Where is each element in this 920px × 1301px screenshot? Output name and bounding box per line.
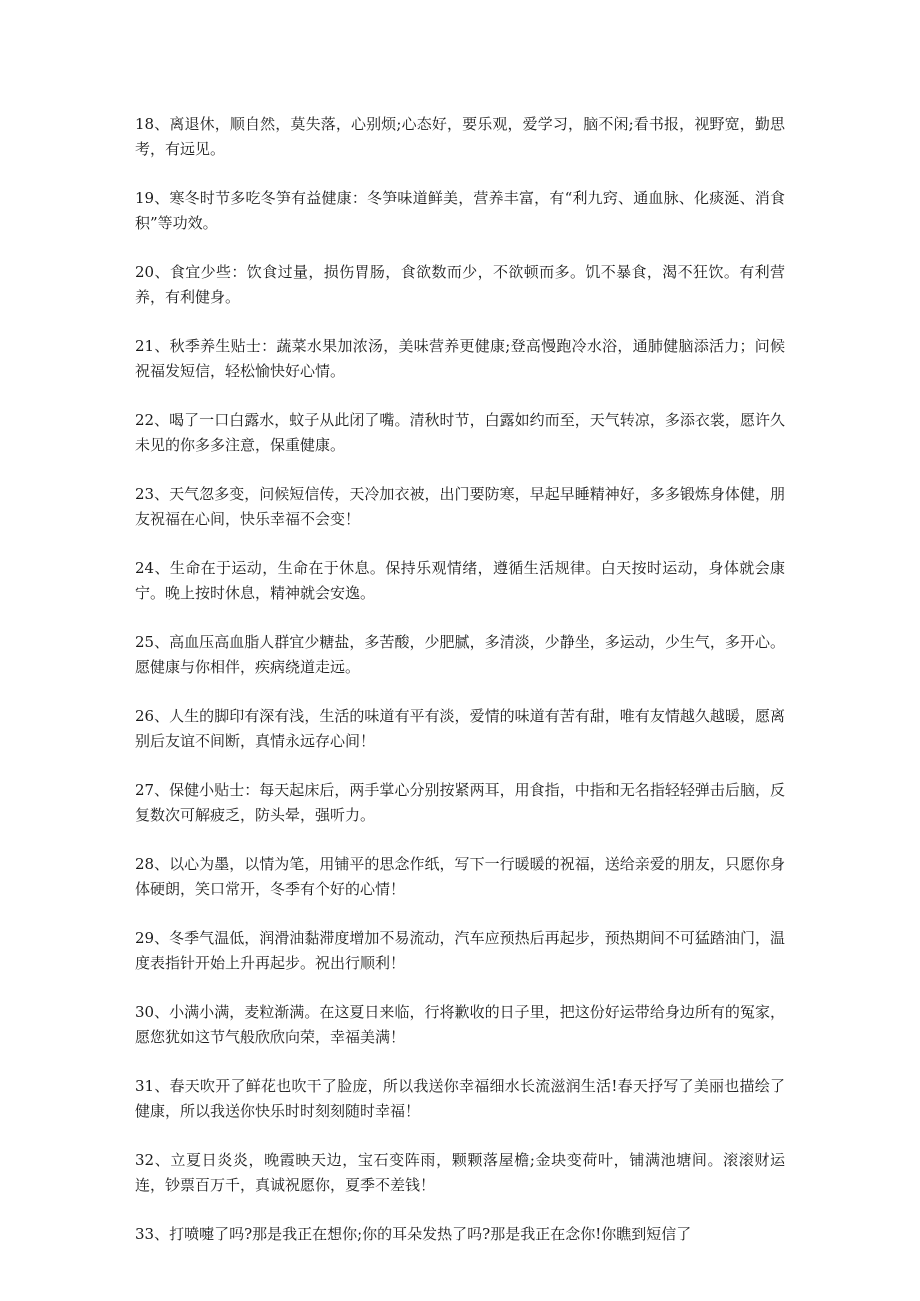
paragraph-33: 33、打喷嚏了吗?那是我正在想你;你的耳朵发热了吗?那是我正在念你!你瞧到短信了 [135,1225,692,1243]
paragraph-25: 25、高血压高血脂人群宜少糖盐，多苦酸，少肥腻，多清淡，少静坐，多运动，少生气，多开心。愿健康与你相伴，疾病绕道走远。 [135,633,785,676]
paragraph-23: 23、天气忽多变，问候短信传，天冷加衣被，出门要防寒，早起早睡精神好，多多锻炼身体健，朋友祝福在心间，快乐幸福不会变！ [135,485,785,528]
paragraph-20: 20、食宜少些：饮食过量，损伤胃肠，食欲数而少，不欲顿而多。饥不暴食，渴不狂饮。有利营养，有利健身。 [135,263,785,306]
document-body [135,112,785,1271]
paragraph-18: 18、离退休，顺自然，莫失落，心别烦;心态好，要乐观，爱学习，脑不闲;看书报，视野宽，勤思考，有远见。 [135,115,785,158]
paragraph-22: 22、喝了一口白露水，蚊子从此闭了嘴。清秋时节，白露如约而至，天气转凉，多添衣裳，愿许久未见的你多多注意，保重健康。 [135,411,785,454]
paragraph-24: 24、生命在于运动，生命在于休息。保持乐观情绪，遵循生活规律。白天按时运动，身体就会康宁。晚上按时休息，精神就会安逸。 [135,559,785,602]
paragraph-31: 31、春天吹开了鲜花也吹干了脸庞，所以我送你幸福细水长流滋润生活!春天抒写了美丽也描绘了健康，所以我送你快乐时时刻刻随时幸福！ [135,1077,785,1120]
paragraph-26: 26、人生的脚印有深有浅，生活的味道有平有淡，爱情的味道有苦有甜，唯有友情越久越暖，愿离别后友谊不间断，真情永远存心间！ [135,707,785,750]
paragraph-19: 19、寒冬时节多吃冬笋有益健康：冬笋味道鲜美，营养丰富，有“利九窍、通血脉、化痰涎、消食积”等功效。 [135,189,785,232]
paragraph-27: 27、保健小贴士：每天起床后，两手掌心分别按紧两耳，用食指，中指和无名指轻轻弹击后脑，反复数次可解疲乏，防头晕，强听力。 [135,781,785,824]
paragraph-30: 30、小满小满，麦粒渐满。在这夏日来临，行将歉收的日子里，把这份好运带给身边所有的冤家，愿您犹如这节气般欣欣向荣，幸福美满！ [135,1003,785,1046]
paragraph-21: 21、秋季养生贴士：蔬菜水果加浓汤，美味营养更健康;登高慢跑冷水浴，通肺健脑添活力；问候祝福发短信，轻松愉快好心情。 [135,337,785,380]
paragraph-28: 28、以心为墨，以情为笔，用铺平的思念作纸，写下一行暖暖的祝福，送给亲爱的朋友，只愿你身体硬朗，笑口常开，冬季有个好的心情！ [135,855,785,898]
paragraph-29: 29、冬季气温低，润滑油黏滞度增加不易流动，汽车应预热后再起步，预热期间不可猛踏油门，温度表指针开始上升再起步。祝出行顺利！ [135,929,785,972]
paragraph-32: 32、立夏日炎炎，晚霞映天边，宝石变阵雨，颗颗落屋檐;金块变荷叶，铺满池塘间。滚滚财运连，钞票百万千，真诚祝愿你，夏季不差钱！ [135,1151,785,1194]
